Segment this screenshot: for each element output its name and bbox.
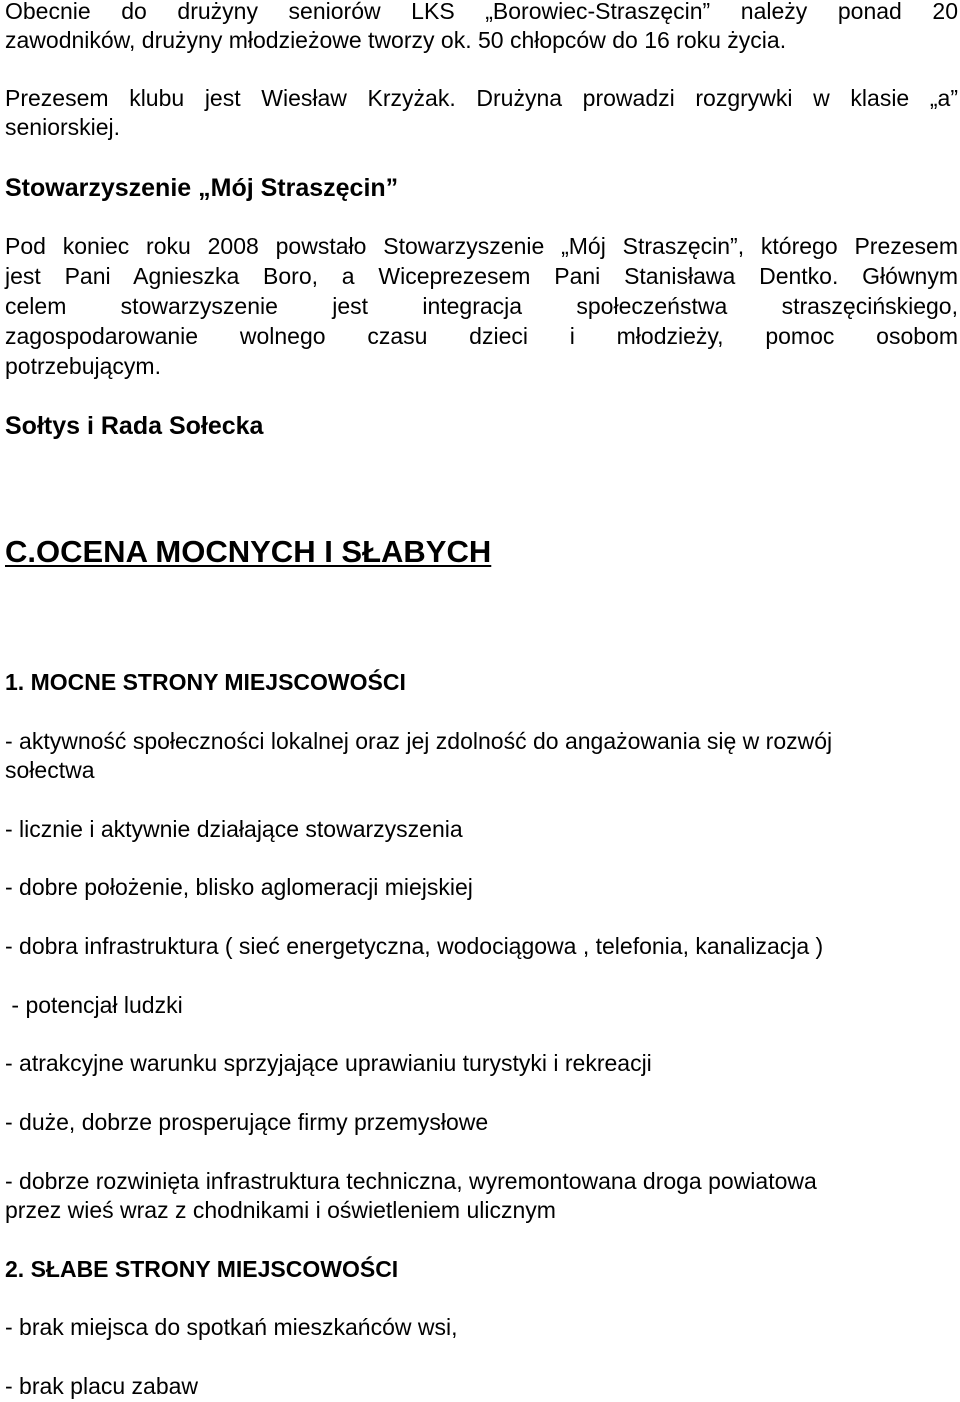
section-c-heading: C.OCENA MOCNYCH I SŁABYCH <box>5 534 492 569</box>
strength-item-1-line-1: - aktywność społeczności lokalnej oraz jej zdolność do angażowania się w rozwój <box>5 728 833 754</box>
strength-item-5: - potencjał ludzki <box>5 992 183 1018</box>
strength-item-6: - atrakcyjne warunku sprzyjające uprawianiu turystyki i rekreacji <box>5 1050 652 1076</box>
association-line-2: jest Pani Agnieszka Boro, a Wiceprezesem Pani Stanisława Dentko. Głównym <box>5 263 958 289</box>
intro-line-4: seniorskiej. <box>5 114 121 140</box>
intro-line-1: Obecnie do drużyny seniorów LKS „Borowiec-Straszęcin” należy ponad 20 <box>5 0 958 24</box>
weaknesses-heading: 2. SŁABE STRONY MIEJSCOWOŚCI <box>5 1256 399 1282</box>
strength-item-8-line-1: - dobrze rozwinięta infrastruktura techniczna, wyremontowana droga powiatowa <box>5 1168 817 1194</box>
weakness-item-2: - brak placu zabaw <box>5 1373 199 1399</box>
strength-item-7: - duże, dobrze prosperujące firmy przemysłowe <box>5 1109 489 1135</box>
weakness-item-1: - brak miejsca do spotkań mieszkańców wsi, <box>5 1314 458 1340</box>
intro-line-2: zawodników, drużyny młodzieżowe tworzy ok. 50 chłopców do 16 roku życia. <box>5 27 787 53</box>
strength-item-3: - dobre położenie, blisko aglomeracji miejskiej <box>5 874 473 900</box>
association-line-4: zagospodarowanie wolnego czasu dzieci i młodzieży, pomoc osobom <box>5 323 958 349</box>
strength-item-1-line-2: sołectwa <box>5 757 95 783</box>
strength-item-8-line-2: przez wieś wraz z chodnikami i oświetleniem ulicznym <box>5 1197 556 1223</box>
association-line-3: celem stowarzyszenie jest integracja społeczeństwa straszęcińskiego, <box>5 293 958 319</box>
association-heading: Stowarzyszenie „Mój Straszęcin” <box>5 174 399 202</box>
intro-line-3: Prezesem klubu jest Wiesław Krzyżak. Drużyna prowadzi rozgrywki w klasie „a” <box>5 85 958 111</box>
association-line-5: potrzebującym. <box>5 353 161 379</box>
soltys-heading: Sołtys i Rada Sołecka <box>5 412 264 440</box>
strength-item-4: - dobra infrastruktura ( sieć energetyczna, wodociągowa , telefonia, kanalizacja ) <box>5 933 824 959</box>
strengths-heading: 1. MOCNE STRONY MIEJSCOWOŚCI <box>5 669 406 695</box>
association-line-1: Pod koniec roku 2008 powstało Stowarzyszenie „Mój Straszęcin”, którego Prezesem <box>5 233 958 259</box>
strength-item-2: - licznie i aktywnie działające stowarzyszenia <box>5 816 463 842</box>
